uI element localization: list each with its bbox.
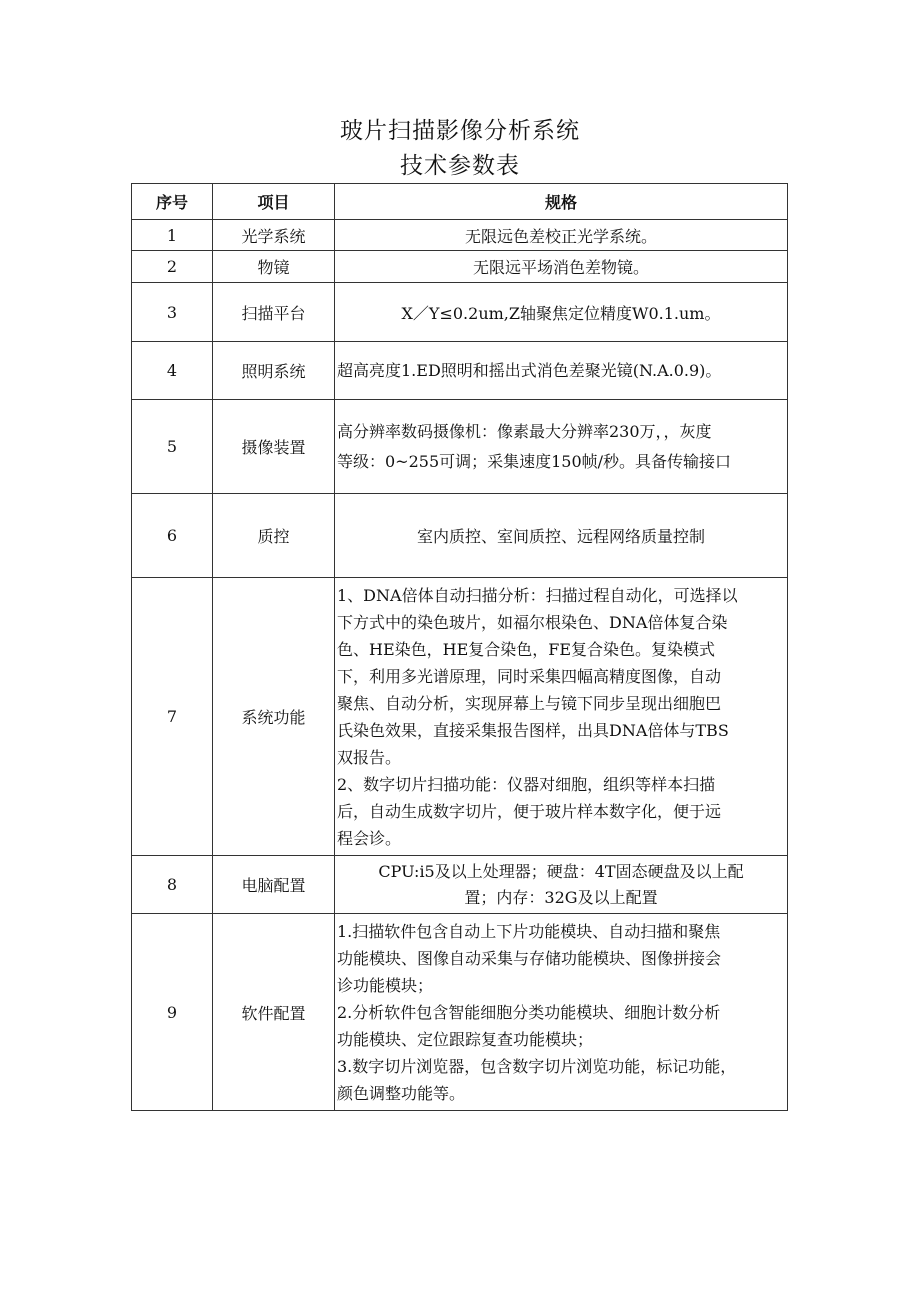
spec-line: 无限远色差校正光学系统。 [464, 226, 657, 246]
row-spec [335, 856, 788, 914]
spec-line: 1.扫描软件包含自动上下片功能模块、自动扫描和聚焦 [337, 921, 721, 941]
spec-line: 下，利用多光谱原理，同时采集四幅高精度图像，自动 [337, 666, 722, 686]
spec-line: 2、数字切片扫描功能：仪器对细胞，组织等样本扫描 [337, 774, 716, 794]
row-item: 系统功能 [213, 578, 335, 856]
row-spec [335, 578, 788, 856]
header-item: 项目 [213, 184, 335, 220]
document-subtitle: 技术参数表 [400, 153, 520, 179]
row-index: 5 [132, 400, 213, 494]
spec-line: 诊功能模块； [337, 975, 434, 995]
row-item: 软件配置 [213, 914, 335, 1111]
row-item: 光学系统 [213, 220, 335, 251]
table-header-row [132, 184, 788, 220]
table-row [132, 914, 788, 1111]
spec-line: 1、DNA倍体自动扫描分析：扫描过程自动化，可选择以 [337, 585, 738, 605]
row-item: 照明系统 [213, 342, 335, 400]
row-item: 物镜 [213, 251, 335, 283]
row-spec [335, 251, 788, 283]
row-index: 1 [132, 220, 213, 251]
spec-line: 颜色调整功能等。 [337, 1083, 466, 1103]
table-row [132, 400, 788, 494]
document-title: 玻片扫描影像分析系统 [340, 118, 580, 144]
spec-line: 等级：0~255可调；采集速度150帧/秒。具备传输接口 [337, 451, 732, 471]
row-index: 8 [132, 856, 213, 914]
spec-line: 下方式中的染色玻片，如福尔根染色、DNA倍体复合染 [337, 612, 728, 632]
table-row [132, 494, 788, 578]
spec-line: 氏染色效果，直接采集报告图样，出具DNA倍体与TBS [337, 720, 729, 740]
row-index: 7 [132, 578, 213, 856]
table-row [132, 856, 788, 914]
row-index: 3 [132, 283, 213, 342]
row-spec [335, 220, 788, 251]
spec-line: 3.数字切片浏览器，包含数字切片浏览功能，标记功能， [337, 1056, 737, 1076]
header-index: 序号 [132, 184, 213, 220]
row-item: 质控 [213, 494, 335, 578]
row-index: 6 [132, 494, 213, 578]
spec-line: 双报告。 [337, 747, 402, 767]
row-index: 9 [132, 914, 213, 1111]
table-row [132, 220, 788, 251]
row-index: 4 [132, 342, 213, 400]
spec-line: 高分辨率数码摄像机：像素最大分辨率230万，，灰度 [337, 421, 712, 441]
table-row [132, 578, 788, 856]
spec-line: 功能模块、定位跟踪复查功能模块； [337, 1029, 594, 1049]
row-spec [335, 342, 788, 400]
header-spec: 规格 [335, 184, 788, 220]
row-spec [335, 283, 788, 342]
row-spec [335, 400, 788, 494]
table-row [132, 283, 788, 342]
spec-line: 聚焦、自动分析，实现屏幕上与镜下同步呈现出细胞巴 [337, 693, 722, 713]
row-item: 摄像装置 [213, 400, 335, 494]
spec-line: CPU:i5及以上处理器；硬盘：4T固态硬盘及以上配 [378, 861, 744, 881]
row-item: 扫描平台 [213, 283, 335, 342]
spec-line: 程会诊。 [337, 828, 402, 848]
spec-line: X／Y≤0.2um,Z轴聚焦定位精度W0.1.um。 [401, 303, 721, 323]
spec-line: 置；内存：32G及以上配置 [464, 887, 658, 907]
spec-line: 2.分析软件包含智能细胞分类功能模块、细胞计数分析 [337, 1002, 721, 1022]
row-item: 电脑配置 [213, 856, 335, 914]
spec-line: 超高亮度1.ED照明和摇出式消色差聚光镜(N.A.0.9)。 [337, 360, 722, 380]
row-spec [335, 914, 788, 1111]
spec-line: 无限远平场消色差物镜。 [472, 258, 649, 277]
spec-line: 色、HE染色，HE复合染色，FE复合染色。复染模式 [337, 639, 716, 659]
table-row [132, 251, 788, 283]
row-spec [335, 494, 788, 578]
spec-line: 后，自动生成数字切片，便于玻片样本数字化，便于远 [337, 801, 722, 821]
row-index: 2 [132, 251, 213, 283]
spec-line: 室内质控、室间质控、远程网络质量控制 [416, 527, 705, 546]
spec-table [131, 183, 788, 1111]
table-row [132, 342, 788, 400]
spec-line: 功能模块、图像自动采集与存储功能模块、图像拼接会 [337, 948, 722, 968]
